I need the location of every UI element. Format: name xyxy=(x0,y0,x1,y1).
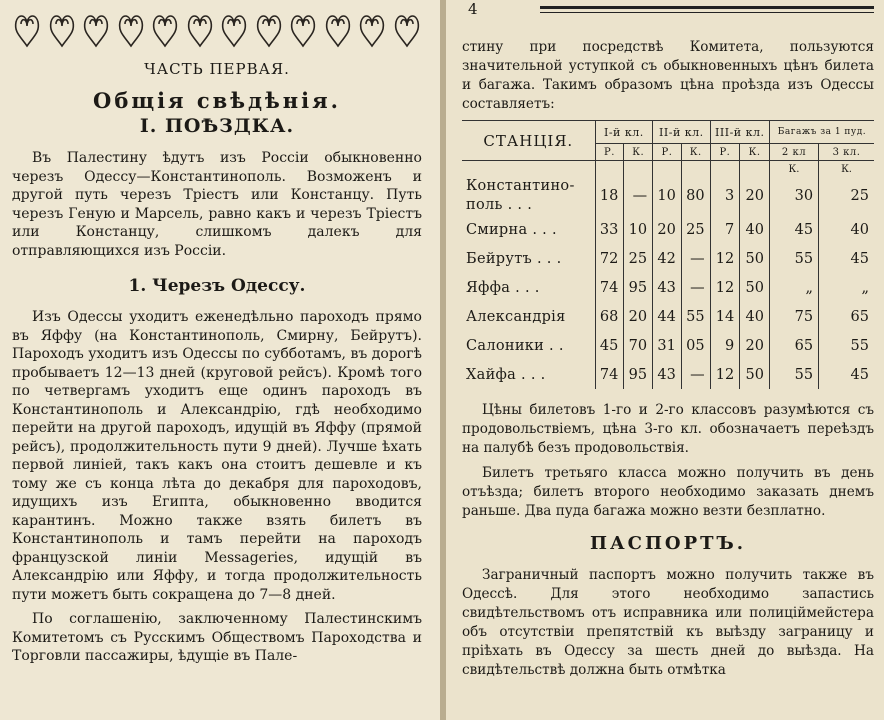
baggage-unit: К. xyxy=(769,161,818,178)
fare-cell: 14 xyxy=(710,302,740,331)
station-header: СТАНЦІЯ. xyxy=(462,121,595,161)
body-paragraph: Билетъ третьяго класса можно получить въ день отъѣзда; билетъ второго необходимо заказать днемъ раньше. Два пуда багажа можно везти безплатно. xyxy=(462,465,874,519)
fare-cell: 20 xyxy=(624,302,653,331)
clover-ornament-icon xyxy=(392,6,422,50)
baggage-cell: 55 xyxy=(769,360,818,389)
right-text-block xyxy=(462,38,874,114)
continuation-paragraph: стину при посредствѣ Комитета, пользуются значительной уступкой съ обыкновенныхъ цѣнъ билета и багажа. Такимъ образомъ цѣна проѣзда изъ Одессы составляетъ: xyxy=(462,39,874,112)
table-header-row xyxy=(462,121,874,144)
baggage-cell: 65 xyxy=(769,331,818,360)
station-name: Смирна . . . xyxy=(466,221,557,238)
fare-cell: 12 xyxy=(710,273,740,302)
station-name: Константино- поль . . . xyxy=(466,178,575,213)
fare-cell: 43 xyxy=(653,273,682,302)
fare-cell: 20 xyxy=(653,215,682,244)
baggage-cell: 55 xyxy=(769,244,818,273)
table-row xyxy=(462,302,874,331)
baggage-cell: 45 xyxy=(819,360,874,389)
station-name: Яффа . . . xyxy=(466,279,540,296)
fare-cell: 20 xyxy=(740,331,770,360)
page-number: 4 xyxy=(468,0,478,18)
fare-cell: 3 xyxy=(710,177,740,215)
fare-cell: 18 xyxy=(595,177,624,215)
table-row xyxy=(462,273,874,302)
baggage-unit: К. xyxy=(819,161,874,178)
part-title: ЧАСТЬ ПЕРВАЯ. xyxy=(144,60,290,78)
baggage-sub-2: 2 кл xyxy=(769,144,818,161)
clover-ornament-icon xyxy=(219,6,249,50)
fare-cell: 12 xyxy=(710,244,740,273)
unit-kop: К. xyxy=(681,144,710,161)
fare-cell: 45 xyxy=(595,331,624,360)
fare-cell: 68 xyxy=(595,302,624,331)
fare-cell: 74 xyxy=(595,360,624,389)
fare-cell: 10 xyxy=(653,177,682,215)
station-name: Салоники . . xyxy=(466,337,564,354)
table-row xyxy=(462,215,874,244)
fare-cell: 9 xyxy=(710,331,740,360)
baggage-cell: „ xyxy=(819,273,874,302)
fare-cell: 40 xyxy=(740,215,770,244)
fare-cell: 70 xyxy=(624,331,653,360)
fare-cell: 72 xyxy=(595,244,624,273)
station-name: Хайфа . . . xyxy=(466,366,546,383)
baggage-cell: 45 xyxy=(769,215,818,244)
fare-cell: 25 xyxy=(681,215,710,244)
clover-ornament-icon xyxy=(323,6,353,50)
baggage-header: Багажъ за 1 пуд. xyxy=(769,121,874,144)
table-row xyxy=(462,177,874,215)
fare-cell: 05 xyxy=(681,331,710,360)
table-unit-row xyxy=(462,161,874,178)
body-paragraph: Заграничный паспортъ можно получить также въ Одессѣ. Для этого необходимо запастись свидѣтельствомъ отъ исправника или полиціймейстера объ отсутствіи препятствій къ выѣзду заграницу и пріѣхать въ Одессу за шесть дней до выѣзда. На свидѣтельствѣ должна быть отмѣтка xyxy=(462,567,874,678)
baggage-cell: 65 xyxy=(819,302,874,331)
clover-ornament-icon xyxy=(12,6,42,50)
fare-cell: 74 xyxy=(595,273,624,302)
table-row xyxy=(462,360,874,389)
page-header xyxy=(462,0,874,38)
fare-cell: 33 xyxy=(595,215,624,244)
chapter-title: Общія свѣдѣнія. xyxy=(93,88,341,113)
fare-cell: 40 xyxy=(740,302,770,331)
fare-cell: 55 xyxy=(681,302,710,331)
baggage-cell: 45 xyxy=(819,244,874,273)
fare-cell: 12 xyxy=(710,360,740,389)
fare-cell: — xyxy=(681,244,710,273)
station-name: Александрія xyxy=(466,308,566,325)
body-paragraph: По соглашенію, заключенному Палестинскимъ Комитетомъ съ Русскимъ Обществомъ Пароходства и Торговли пассажиры, ѣдущіе въ Пале- xyxy=(12,611,422,664)
clover-ornament-icon xyxy=(288,6,318,50)
fare-cell: 95 xyxy=(624,360,653,389)
unit-rub: Р. xyxy=(710,144,740,161)
baggage-cell: 75 xyxy=(769,302,818,331)
fare-cell: 25 xyxy=(624,244,653,273)
fare-cell: 50 xyxy=(740,244,770,273)
header-rule xyxy=(540,12,874,13)
fare-cell: 44 xyxy=(653,302,682,331)
baggage-cell: 30 xyxy=(769,177,818,215)
fare-cell: — xyxy=(624,177,653,215)
fare-cell: 43 xyxy=(653,360,682,389)
fare-cell: 42 xyxy=(653,244,682,273)
baggage-cell: 25 xyxy=(819,177,874,215)
subsection-title: 1. Черезъ Одессу. xyxy=(128,276,306,296)
right-body-text xyxy=(462,401,874,521)
baggage-cell: 55 xyxy=(819,331,874,360)
fare-cell: 7 xyxy=(710,215,740,244)
passport-section-title: ПАСПОРТЪ. xyxy=(589,533,747,554)
passport-text xyxy=(462,566,874,680)
clover-ornament-icon xyxy=(254,6,284,50)
left-page xyxy=(0,0,440,720)
fare-cell: — xyxy=(681,360,710,389)
clover-ornament-icon xyxy=(116,6,146,50)
fare-cell: 50 xyxy=(740,273,770,302)
table-row xyxy=(462,244,874,273)
fare-cell: 50 xyxy=(740,360,770,389)
baggage-sub-3: 3 кл. xyxy=(819,144,874,161)
clover-ornament-icon xyxy=(150,6,180,50)
fare-table xyxy=(462,120,874,389)
unit-rub: Р. xyxy=(653,144,682,161)
fare-cell: 20 xyxy=(740,177,770,215)
table-row xyxy=(462,331,874,360)
clover-ornament-icon xyxy=(81,6,111,50)
left-text-block xyxy=(12,149,422,260)
header-rule xyxy=(540,6,874,9)
fare-cell: 31 xyxy=(653,331,682,360)
left-body-text xyxy=(12,308,422,666)
unit-kop: К. xyxy=(740,144,770,161)
unit-kop: К. xyxy=(624,144,653,161)
section-title: I. ПОѢЗДКА. xyxy=(139,115,295,137)
fare-cell: — xyxy=(681,273,710,302)
class-header: III-й кл. xyxy=(710,121,769,144)
fare-cell: 10 xyxy=(624,215,653,244)
decorative-header-ornament xyxy=(12,6,422,52)
clover-ornament-icon xyxy=(185,6,215,50)
intro-paragraph: Въ Палестину ѣдутъ изъ Россіи обыкновенно черезъ Одессу—Константинополь. Возможенъ и другой путь черезъ Тріестъ или Констанцу. Путь черезъ Геную и Марсель, равно какъ и черезъ Тріестъ или Констанцу, слишкомъ далекъ для отправляющихся изъ Россіи. xyxy=(12,150,422,259)
fare-cell: 95 xyxy=(624,273,653,302)
clover-ornament-icon xyxy=(47,6,77,50)
baggage-cell: 40 xyxy=(819,215,874,244)
body-paragraph: Цѣны билетовъ 1-го и 2-го классовъ разумѣются съ продовольствіемъ, цѣна 3-го кл. обозначаетъ переѣздъ на палубѣ безъ продовольствія. xyxy=(462,402,874,456)
class-header: II-й кл. xyxy=(653,121,711,144)
unit-rub: Р. xyxy=(595,144,624,161)
baggage-cell: „ xyxy=(769,273,818,302)
station-name: Бейрутъ . . . xyxy=(466,250,562,267)
fare-cell: 80 xyxy=(681,177,710,215)
class-header: I-й кл. xyxy=(595,121,653,144)
right-page xyxy=(446,0,884,720)
body-paragraph: Изъ Одессы уходитъ еженедѣльно пароходъ прямо въ Яффу (на Константинополь, Смирну, Бейрутъ). Пароходъ уходитъ изъ Одессы по субботамъ, въ дорогѣ пробываетъ 12—13 дней (круговой рейсъ). Кромѣ того по четвергамъ уходитъ еще одинъ пароходъ въ Константинополь и Александрію, гдѣ необходимо перейти на другой пароходъ, идущій въ Яффу (прямой рейсъ), продолжительность пути 9 дней). Лучше ѣхать первой линіей, такъ какъ она стоитъ дешевле и къ тому же съ конца лѣта до декабря для пароходовъ, идущихъ изъ Египта, обыкновенно вводится карантинъ. Можно также взять билетъ въ Константинополь и тамъ перейти на пароходъ французской линіи Messageries, идущій въ Александрію или Яффу, и тогда продолжительность пути можетъ быть сокращена до 7—8 дней. xyxy=(12,309,422,603)
clover-ornament-icon xyxy=(357,6,387,50)
